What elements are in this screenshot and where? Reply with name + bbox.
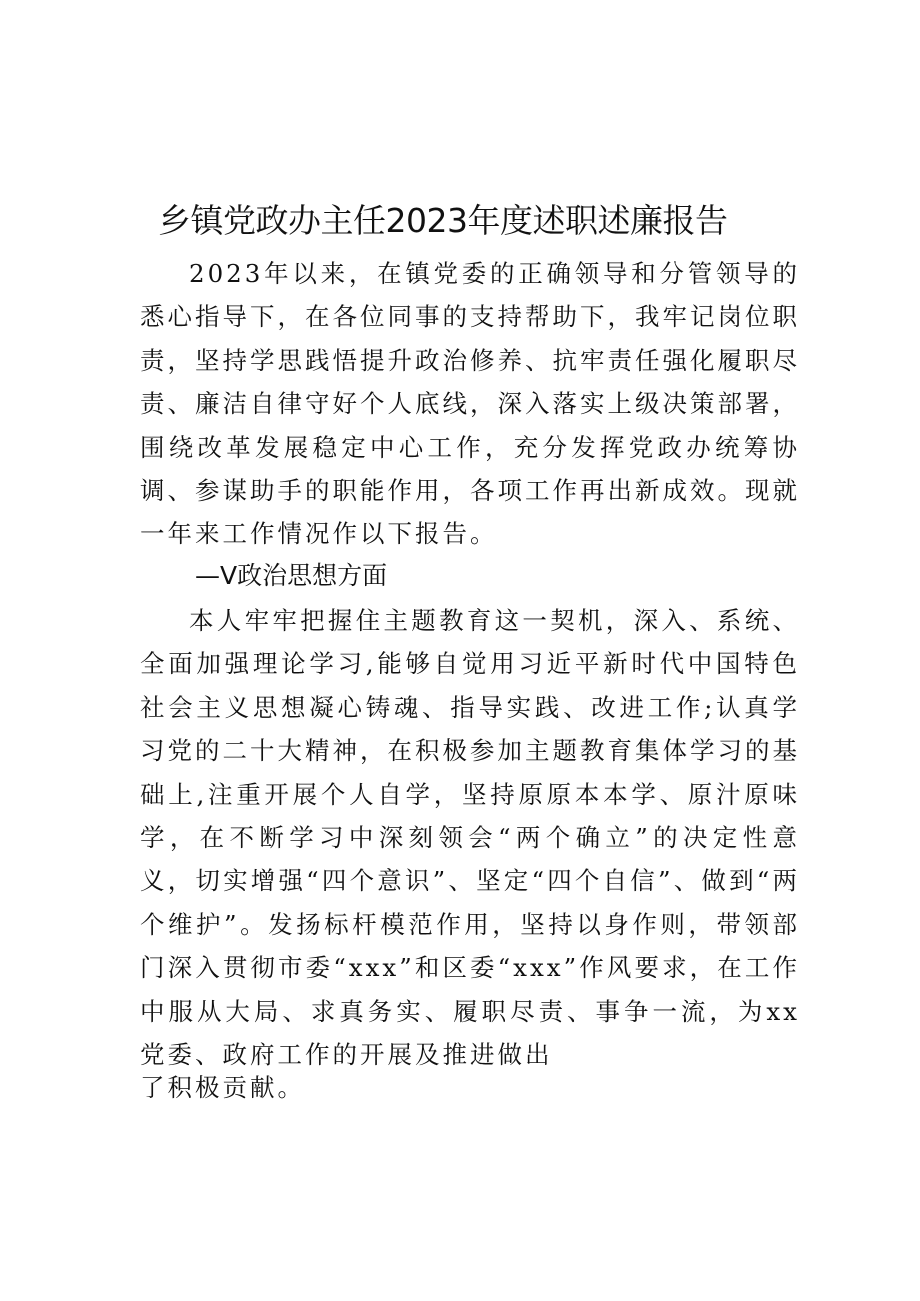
- document-title: 乡镇党政办主任2023年度述职述廉报告: [158, 201, 728, 240]
- section-paragraph: 本人牢牢把握住主题教育这一契机，深入、系统、全面加强理论学习,能够自觉用习近平新时代中国特色社会主义思想凝心铸魂、指导实践、改进工作;认真学习党的二十大精神，在积极参加主题教育集体学习的基础上,注重开展个人自学，坚持原原本本学、原汁原味学，在不断学习中深刻领会“两个确立”的决定性意义，切实增强“四个意识”、坚定“四个自信”、做到“两个维护”。发扬标杆模范作用，坚持以身作则，带领部门深入贯彻市委“xxx”和区委“xxx”作风要求，在工作中服从大局、求真务实、履职尽责、事争一流，为xx党委、政府工作的开展及推进做出: [140, 606, 800, 1070]
- section-paragraph-tail: 了积极贡献。: [140, 1073, 305, 1102]
- section-heading: —V政治思想方面: [195, 561, 388, 590]
- intro-paragraph: 2023年以来，在镇党委的正确领导和分管领导的悉心指导下，在各位同事的支持帮助下，我牢记岗位职责，坚持学思践悟提升政治修养、抗牢责任强化履职尽责、廉洁自律守好个人底线，深入落实上级决策部署，围绕改革发展稳定中心工作，充分发挥党政办统筹协调、参谋助手的职能作用，各项工作再出新成效。现就一年来工作情况作以下报告。: [140, 259, 800, 549]
